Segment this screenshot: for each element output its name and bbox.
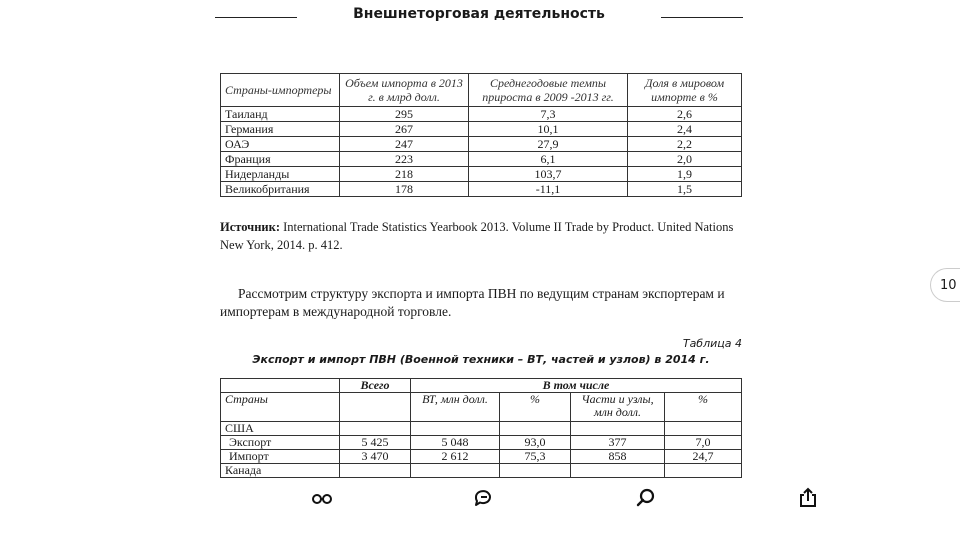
cell [571,464,665,478]
table-row [221,167,742,182]
cell: Франция [221,152,340,167]
share-icon[interactable] [796,486,820,510]
cell: -11,1 [469,182,628,197]
col-header: Доля в мировом импорте в % [628,74,742,107]
cell: 75,3 [500,450,571,464]
source-label: Источник: [220,220,280,234]
comment-icon[interactable] [472,486,496,510]
cell [340,464,411,478]
source-text: International Trade Statistics Yearbook 2013. Volume II Trade by Product. United Nations New York, 2014. p. 412. [220,220,734,252]
cell: 223 [340,152,469,167]
cell: 27,9 [469,137,628,152]
col-header-countries: Страны [221,393,340,422]
cell: Канада [221,464,340,478]
col-header-pct: % [665,393,742,422]
cell: 2,6 [628,107,742,122]
cell [665,464,742,478]
table-row [221,107,742,122]
table-row [221,122,742,137]
cell: 2 612 [411,450,500,464]
cell: 1,9 [628,167,742,182]
cell: Импорт [221,450,340,464]
import-table [220,73,742,197]
cell: 93,0 [500,436,571,450]
cell: 5 425 [340,436,411,450]
table-row [221,182,742,197]
search-icon[interactable] [634,486,658,510]
cell: Германия [221,122,340,137]
cell: 2,2 [628,137,742,152]
glasses-icon[interactable] [310,486,334,510]
cell: Таиланд [221,107,340,122]
cell: 2,4 [628,122,742,137]
cell: 6,1 [469,152,628,167]
cell: 247 [340,137,469,152]
cell: Великобритания [221,182,340,197]
col-header: Страны-импортеры [221,74,340,107]
cell: 24,7 [665,450,742,464]
page-title: Внешнеторговая деятельность [353,6,605,22]
cell [340,393,411,422]
cell [221,379,340,393]
page-header [215,6,743,28]
cell: 103,7 [469,167,628,182]
cell: 1,5 [628,182,742,197]
cell: 5 048 [411,436,500,450]
export-import-table [220,378,742,478]
col-header-parts: Части и узлы, млн долл. [571,393,665,422]
col-header: Среднегодовые темпы прироста в 2009 -2013 гг. [469,74,628,107]
source-note [220,218,744,254]
table-row [221,450,742,464]
table-row [221,137,742,152]
table-row [221,436,742,450]
col-header-vt: ВТ, млн долл. [411,393,500,422]
cell: 2,0 [628,152,742,167]
table-title: Экспорт и импорт ПВН (Военной техники – ВТ, частей и узлов) в 2014 г. [252,353,710,366]
cell: 295 [340,107,469,122]
cell: США [221,422,340,436]
cell: 178 [340,182,469,197]
cell: ОАЭ [221,137,340,152]
col-header: Объем импорта в 2013 г. в млрд долл. [340,74,469,107]
cell [571,422,665,436]
cell: 858 [571,450,665,464]
cell: Нидерланды [221,167,340,182]
cell: 267 [340,122,469,137]
table-number: Таблица 4 [682,337,742,350]
cell [500,422,571,436]
cell: 3 470 [340,450,411,464]
col-header-including: В том числе [411,379,742,393]
cell [665,422,742,436]
col-header-pct: % [500,393,571,422]
cell [500,464,571,478]
page-number-tab[interactable]: 10 [930,268,960,302]
cell [340,422,411,436]
body-paragraph: Рассмотрим структуру экспорта и импорта ПВН по ведущим странам экспортерам и импортерам в международной торговле. [220,286,725,319]
cell [411,422,500,436]
cell: 7,0 [665,436,742,450]
col-header-total: Всего [340,379,411,393]
cell: 218 [340,167,469,182]
table-row [221,464,742,478]
cell: 7,3 [469,107,628,122]
table-row [221,422,742,436]
cell: 10,1 [469,122,628,137]
table-row [221,152,742,167]
header-rule-right [661,17,743,18]
cell [411,464,500,478]
cell: Экспорт [221,436,340,450]
cell: 377 [571,436,665,450]
